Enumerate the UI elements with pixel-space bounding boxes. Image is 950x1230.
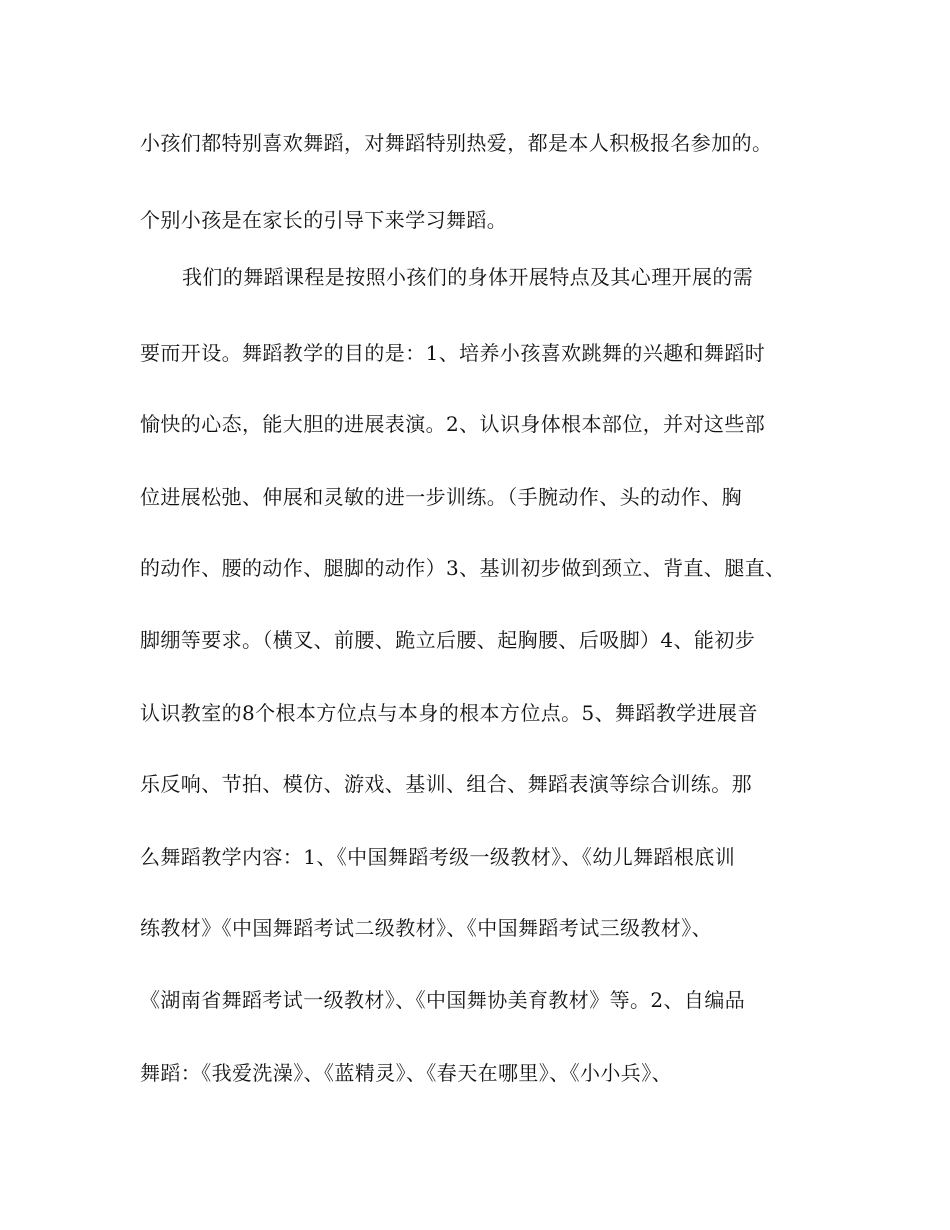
text-line: 个别小孩是在家长的引导下来学习舞蹈。 [140, 208, 508, 232]
text-line: 愉快的心态，能大胆的进展表演。2、认识身体根本部位，并对这些部 [140, 412, 766, 436]
text-line: 位进展松弛、伸展和灵敏的进一步训练。（手腕动作、头的动作、胸 [140, 485, 742, 509]
text-line: 的动作、腰的动作、腿脚的动作）3、基训初步做到颈立、背直、腿直、 [140, 556, 786, 580]
paragraph-first-line: 我们的舞蹈课程是按照小孩们的身体开展特点及其心理开展的需 [182, 265, 754, 289]
text-line: 《湖南省舞蹈考试一级教材》、《中国舞协美育教材》等。2、自编品 [140, 988, 746, 1012]
text-line: 小孩们都特别喜欢舞蹈，对舞蹈特别热爱，都是本人积极报名参加的。 [140, 131, 773, 155]
text-line: 乐反响、节拍、模仿、游戏、基训、组合、舞蹈表演等综合训练。那 [140, 772, 752, 796]
text-line: 脚绷等要求。（横叉、前腰、跪立后腰、起胸腰、后吸脚）4、能初步 [140, 628, 756, 652]
text-line: 舞蹈：《我爱洗澡》、《蓝精灵》、《春天在哪里》、《小小兵》、 [140, 1061, 672, 1085]
text-line: 要而开设。舞蹈教学的目的是：1、培养小孩喜欢跳舞的兴趣和舞蹈时 [140, 341, 766, 365]
text-line: 认识教室的8个根本方位点与本身的根本方位点。5、舞蹈教学进展音 [140, 701, 758, 725]
text-line: 练教材》《中国舞蹈考试二级教材》、《中国舞蹈考试三级教材》、 [140, 916, 712, 940]
text-line: 么舞蹈教学内容：1、《中国舞蹈考级一级教材》、《幼儿舞蹈根底训 [140, 845, 736, 869]
